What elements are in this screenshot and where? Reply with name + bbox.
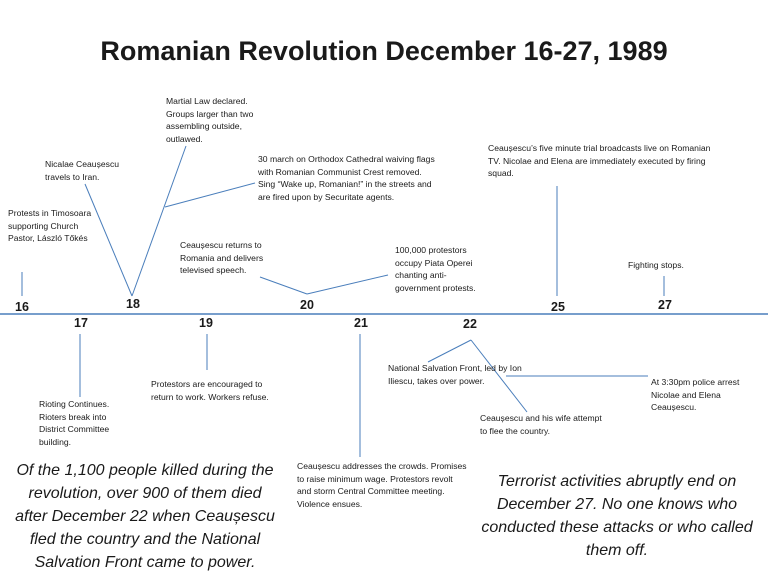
event-dec16: Protests in Timosoara supporting Church Pastor, László Tőkés bbox=[8, 208, 92, 244]
day-label-27: 27 bbox=[658, 298, 672, 312]
event-dec20-speech: Ceaușescu returns to Romania and delivers televised speech. bbox=[180, 240, 264, 276]
day-label-19: 19 bbox=[199, 316, 213, 330]
casualties-note: Of the 1,100 people killed during the revolution, over 900 of them died after December 22 when Ceaușescu fled the country and the National Salvation Front came to power. bbox=[15, 462, 275, 571]
day-label-17: 17 bbox=[74, 316, 88, 330]
event-dec18-march: 30 march on Orthodox Cathedral waiving flags with Romanian Communist Crest removed. Sing “Wake up, Romanian!” in the streets and are fired upon by Securitate agents. bbox=[258, 154, 435, 202]
event-dec18-martial-law: Martial Law declared. Groups larger than two assembling outside, outlawed. bbox=[166, 96, 254, 144]
event-dec19: Protestors are encouraged to return to work. Workers refuse. bbox=[151, 379, 269, 402]
day-label-18: 18 bbox=[126, 297, 140, 311]
event-dec18-iran: Nicalae Ceaușescu travels to Iran. bbox=[45, 159, 120, 182]
event-dec22-arrest: At 3:30pm police arrest Nicolae and Elena Ceaușescu. bbox=[651, 377, 740, 413]
day-label-16: 16 bbox=[15, 300, 29, 314]
day-label-20: 20 bbox=[300, 298, 314, 312]
connector-20-speech bbox=[260, 277, 307, 294]
event-dec22-nsf: National Salvation Front, led by Ion Iliescu, takes over power. bbox=[388, 363, 522, 386]
connector-18-march bbox=[165, 183, 255, 207]
event-dec21: Ceaușescu addresses the crowds. Promises to raise minimum wage. Protestors revolt and storm Central Committee meeting. Violence ensues. bbox=[297, 461, 467, 509]
day-label-21: 21 bbox=[354, 316, 368, 330]
connector-22-nsf bbox=[428, 340, 471, 362]
event-dec20-protestors: 100,000 protestors occupy Piata Operei chanting anti-government protests. bbox=[395, 245, 476, 293]
event-dec27: Fighting stops. bbox=[628, 260, 684, 270]
day-label-25: 25 bbox=[551, 300, 565, 314]
event-dec22-flee: Ceaușescu and his wife attempt to flee the country. bbox=[480, 413, 602, 436]
day-label-22: 22 bbox=[463, 317, 477, 331]
slide-title: Romanian Revolution December 16-27, 1989 bbox=[100, 36, 668, 66]
event-dec25: Ceaușescu’s five minute trial broadcasts live on Romanian TV. Nicolae and Elena are immediately executed by firing squad. bbox=[488, 143, 711, 179]
terrorist-activities-note: Terrorist activities abruptly end on December 27. No one knows who conducted these attacks or who called them off. bbox=[481, 473, 753, 559]
event-dec17: Rioting Continues. Rioters break into District Committee building. bbox=[39, 399, 110, 447]
connector-20-protestors bbox=[307, 275, 388, 294]
